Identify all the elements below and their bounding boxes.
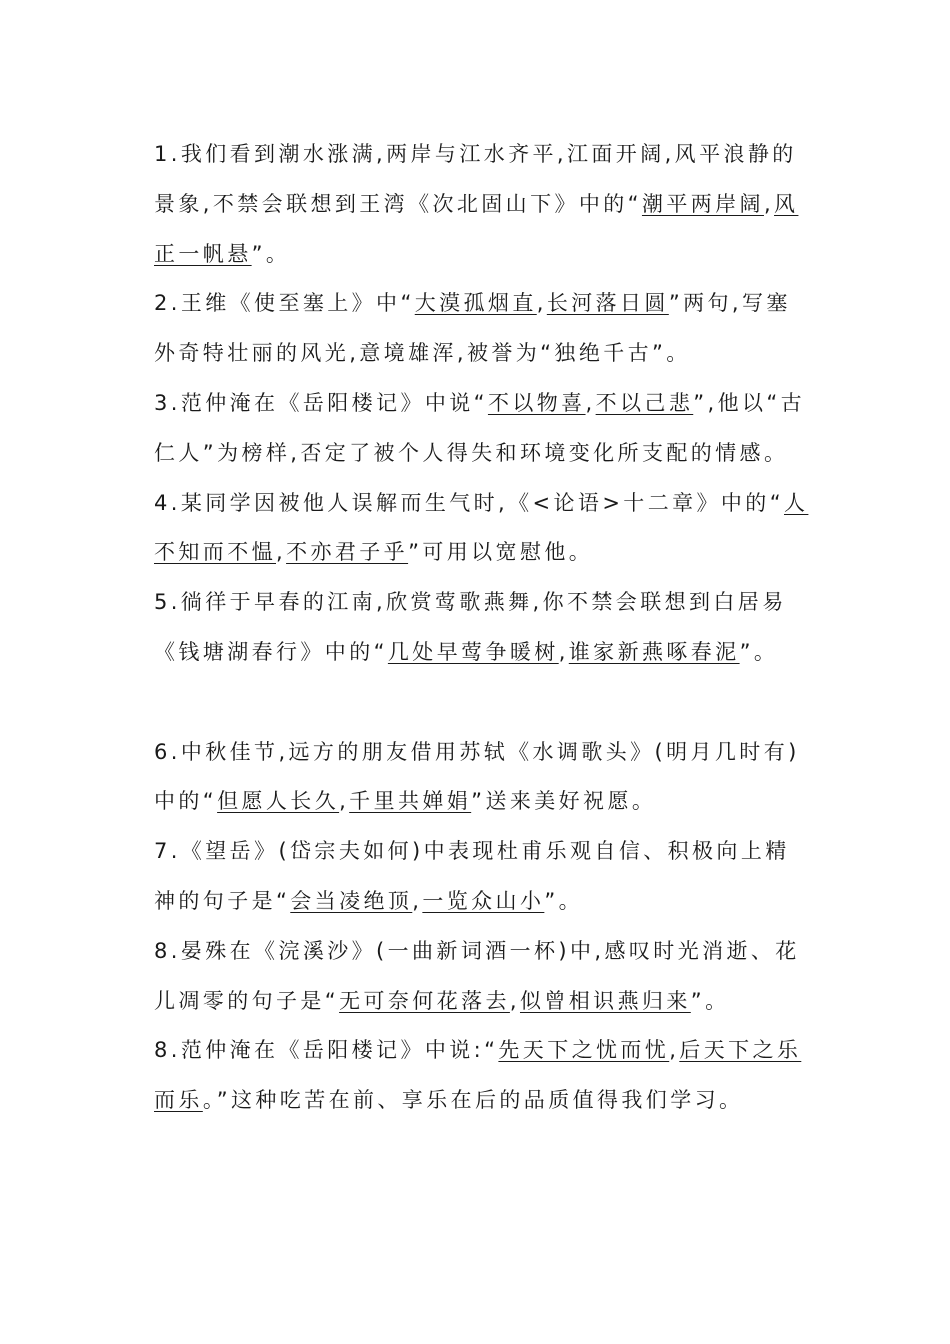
question-text: 晏殊在《浣溪沙》(一曲新词酒一杯)中,感叹时光消逝、花儿凋零的句子是“ xyxy=(154,938,800,1013)
answer-line-1: 但愿人长久 xyxy=(217,789,340,814)
question-text: 某同学因被他人误解而生气时,《<论语>十二章》中的“ xyxy=(180,490,784,515)
answer-line-2: 千里共婵娟 xyxy=(349,789,472,814)
answer-separator: , xyxy=(509,988,520,1013)
answer-line-1: 先天下之忧而忧 xyxy=(498,1038,670,1063)
question-item-5 xyxy=(154,578,814,678)
answer-line-1: 人不知而不愠 xyxy=(154,490,809,565)
question-text-end: ”,他以“古仁人”为榜样,否定了被个人得失和环境变化所支配的情感。 xyxy=(154,390,806,465)
question-number: 5. xyxy=(154,590,181,615)
question-item-2 xyxy=(154,279,814,379)
question-text-end: ”。 xyxy=(739,639,779,664)
answer-separator: , xyxy=(412,888,423,913)
question-text-end: ”送来美好祝愿。 xyxy=(471,789,657,814)
question-item-7 xyxy=(154,827,814,927)
question-item-9 xyxy=(154,1026,814,1126)
question-number: 3. xyxy=(154,390,181,415)
answer-separator: , xyxy=(763,191,775,216)
answer-line-1: 几处早莺争暖树 xyxy=(387,639,559,664)
question-number: 8. xyxy=(154,1038,181,1063)
question-item-6 xyxy=(154,728,814,828)
question-number: 1. xyxy=(154,142,181,166)
answer-line-1: 大漠孤烟直 xyxy=(414,291,537,316)
question-number: 4. xyxy=(154,490,181,515)
question-number: 7. xyxy=(154,839,181,864)
question-item-3 xyxy=(154,379,814,479)
question-text-end: 。”这种吃苦在前、享乐在后的品质值得我们学习。 xyxy=(202,1088,744,1113)
question-number: 2. xyxy=(154,291,181,316)
answer-line-1: 无可奈何花落去 xyxy=(339,988,510,1013)
answer-line-2: 长河落日圆 xyxy=(546,291,669,316)
answer-line-1: 潮平两岸阔 xyxy=(641,191,764,216)
answer-line-2: 似曾相识燕归来 xyxy=(519,988,691,1013)
answer-line-2: 一览众山小 xyxy=(422,888,545,913)
question-item-8 xyxy=(154,927,814,1027)
answer-separator: , xyxy=(558,639,569,664)
question-text: 王维《使至塞上》中“ xyxy=(180,291,415,316)
question-text: 我们看到潮水涨满,两岸与江水齐平,江面开阔,风平浪静的景象,不禁会联想到王湾《次北固山下》中的“ xyxy=(154,142,797,216)
question-text-end: ”可用以宽慰他。 xyxy=(408,540,594,565)
answer-separator: , xyxy=(669,1038,680,1063)
answer-line-2: 风正一帆悬 xyxy=(154,191,799,266)
answer-line-2: 不亦君子乎 xyxy=(286,540,409,565)
question-number: 6. xyxy=(154,739,181,764)
question-text-end: ”。 xyxy=(544,888,584,913)
question-text-end: ”两句,写塞外奇特壮丽的风光,意境雄浑,被誉为“独绝千古”。 xyxy=(154,291,791,366)
question-text: 中秋佳节,远方的朋友借用苏轼《水调歌头》(明月几时有)中的“ xyxy=(154,739,800,814)
answer-line-1: 不以物喜 xyxy=(487,390,586,415)
question-text-end: ”。 xyxy=(690,988,730,1013)
answer-line-1: 会当凌绝顶 xyxy=(290,888,413,913)
question-item-4 xyxy=(154,479,814,579)
question-text-end: ”。 xyxy=(251,241,291,266)
answer-line-2: 谁家新燕啄春泥 xyxy=(568,639,740,664)
answer-separator: , xyxy=(536,291,547,316)
answer-separator: , xyxy=(276,540,287,565)
question-item-1 xyxy=(154,130,814,279)
answer-line-2: 不以己悲 xyxy=(595,390,694,415)
question-text: 范仲淹在《岳阳楼记》中说:“ xyxy=(180,1038,499,1063)
question-text: 徜徉于早春的江南,欣赏莺歌燕舞,你不禁会联想到白居易《钱塘湖春行》中的“ xyxy=(154,590,787,664)
answer-line-2: 后天下之乐而乐 xyxy=(154,1038,802,1113)
question-number: 8. xyxy=(154,938,181,963)
question-text: 范仲淹在《岳阳楼记》中说“ xyxy=(180,390,488,415)
question-text: 《望岳》(岱宗夫如何)中表现杜甫乐观自信、积极向上精神的句子是“ xyxy=(154,839,790,913)
document-content xyxy=(154,130,814,1126)
answer-separator: , xyxy=(585,390,596,415)
answer-separator: , xyxy=(339,789,350,814)
